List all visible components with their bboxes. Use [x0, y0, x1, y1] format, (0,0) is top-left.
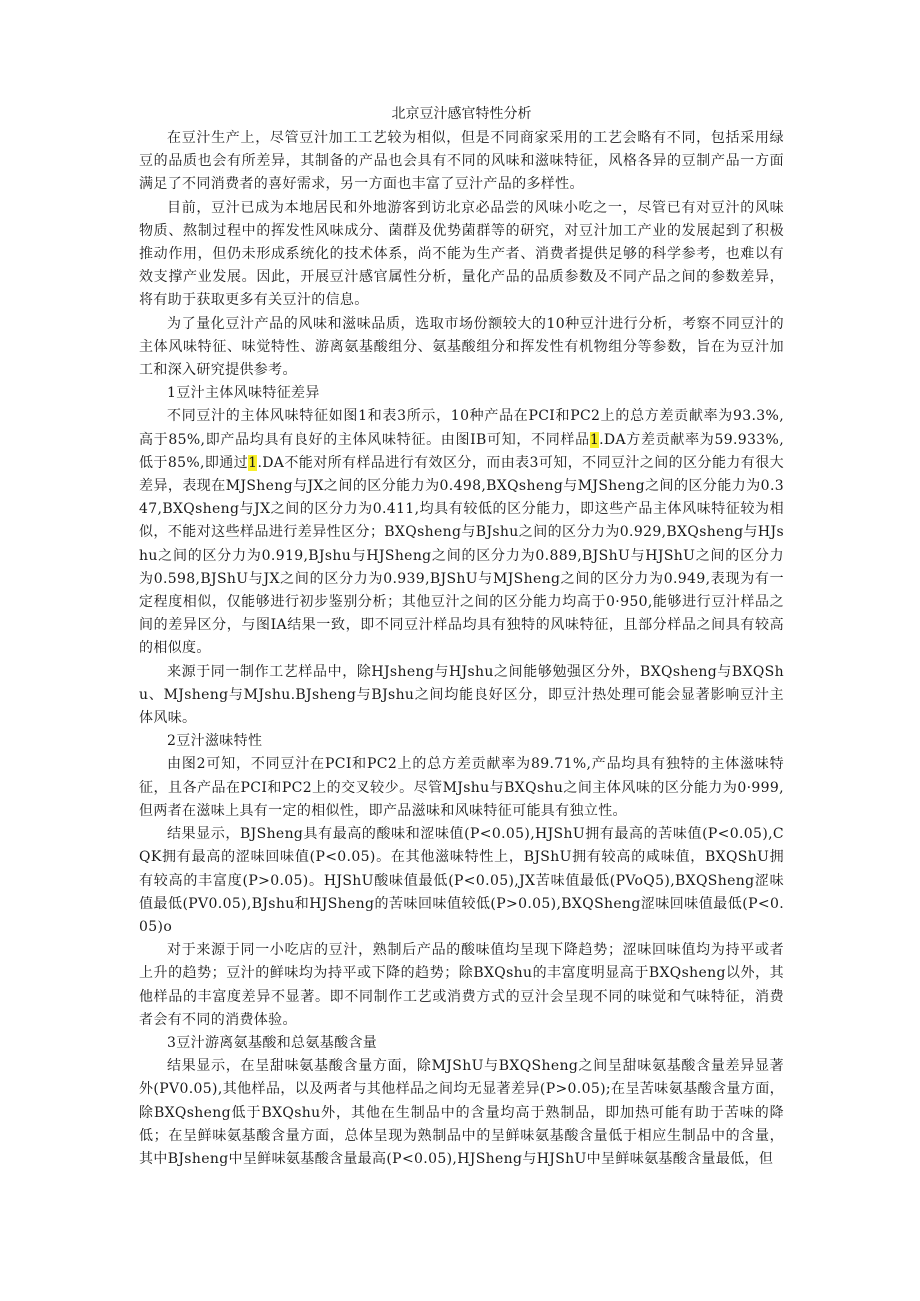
section-2-heading: 2豆汁滋味特性	[167, 733, 263, 750]
section-1-paragraph-1-part-b: .DA方差贡献率为59.933%,低于85%,即通过	[139, 431, 784, 471]
section-1-paragraph-2: 来源于同一制作工艺样品中，除HJsheng与HJshu之间能够勉强区分外，BXQsheng与BXQShu、MJsheng与MJshu.BJsheng与BJshu之间均能良好区分，即豆汁热处理可能会显著影响豆汁主体风味。	[139, 663, 784, 727]
intro-paragraph-2: 目前，豆汁已成为本地居民和外地游客到访北京必品尝的风味小吃之一，尽管已有对豆汁的风味物质、熬制过程中的挥发性风味成分、菌群及优势菌群等的研究，对豆汁加工产业的发展起到了积极推动作用，但仍未形成系统化的技术体系，尚不能为生产者、消费者提供足够的科学参考，也难以有效支撑产业发展。因此，开展豆汁感官属性分析，量化产品的品质参数及不同产品之间的参数差异，将有助于获取更多有关豆汁的信息。	[139, 199, 784, 309]
intro-paragraph-1: 在豆汁生产上，尽管豆汁加工工艺较为相似，但是不同商家采用的工艺会略有不同，包括采用绿豆的品质也会有所差异，其制备的产品也会具有不同的风味和滋味特征，风格各异的豆制产品一方面满足了不同消费者的喜好需求，另一方面也丰富了豆汁产品的多样性。	[139, 130, 784, 193]
section-1-heading: 1豆汁主体风味特征差异	[167, 385, 320, 402]
intro-paragraph-3: 为了量化豆汁产品的风味和滋味品质，选取市场份额较大的10种豆汁进行分析，考察不同豆汁的主体风味特征、味觉特性、游离氨基酸组分、氨基酸组分和挥发性有机物组分等参数，旨在为豆汁加工和深入研究提供参考。	[139, 315, 784, 379]
section-1-paragraph-1	[139, 405, 784, 660]
section-2-paragraph-1: 由图2可知，不同豆汁在PCI和PC2上的总方差贡献率为89.71%,产品均具有独特的主体滋味特征，且各产品在PCI和PC2上的交叉较少。尽管MJshu与BXQshu之间主体风味的区分能力为0·999,但两者在滋味上具有一定的相似性，即产品滋味和风味特征可能具有独立性。	[139, 756, 784, 819]
section-3-paragraph-1: 结果显示，在呈甜味氨基酸含量方面，除MJShU与BXQSheng之间呈甜味氨基酸含量差异显著外(PV0.05),其他样品，以及两者与其他样品之间均无显著差异(P>0.05);在呈苦味氨基酸含量方面，除BXQsheng低于BXQshu外，其他在生制品中的含量均高于熟制品，即加热可能有助于苦味的降低；在呈鲜味氨基酸含量方面，总体呈现为熟制品中的呈鲜味氨基酸含量低于相应生制品中的含量，其中BJsheng中呈鲜味氨基酸含量最高(P<0.05),HJSheng与HJShU中呈鲜味氨基酸含量最低，但	[139, 1058, 784, 1167]
section-2-paragraph-3: 对于来源于同一小吃店的豆汁，熟制后产品的酸味值均呈现下降趋势；涩味回味值均为持平或者上升的趋势；豆汁的鲜味均为持平或下降的趋势；除BXQshu的丰富度明显高于BXQsheng以外，其他样品的丰富度差异不显著。即不同制作工艺或消费方式的豆汁会呈现不同的味觉和气味特征，消费者会有不同的消费体验。	[139, 942, 784, 1028]
section-3-heading: 3豆汁游离氨基酸和总氨基酸含量	[167, 1034, 378, 1051]
document-page	[139, 103, 784, 1171]
highlighted-number-1: 1	[589, 431, 600, 448]
section-2-paragraph-2: 结果显示，BJSheng具有最高的酸味和涩味值(P<0.05),HJShU拥有最高的苦味值(P<0.05),CQK拥有最高的涩味回味值(P<0.05)。在其他滋味特性上，BJShU拥有较高的咸味值，BXQShU拥有较高的丰富度(P>0.05)。HJShU酸味值最低(P<0.05),JX苦味值最低(PVoQ5),BXQSheng涩味值最低(PV0.05),BJshu和HJSheng的苦味回味值较低(P>0.05),BXQSheng涩味回味值最低(P<0.05)o	[139, 826, 784, 935]
document-title: 北京豆汁感官特性分析	[391, 106, 532, 122]
section-1-paragraph-1-part-c: .DA不能对所有样品进行有效区分，而由表3可知，不同豆汁之间的区分能力有很大差异，表现在MJSheng与JX之间的区分能力为0.498,BXQsheng与MJSheng之间的区分能力为0.347,BXQsheng与JX之间的区分力为0.411,均具有较低的区分能力，即这些产品主体风味特征较为相似，不能对这些样品进行差异性区分；BXQsheng与BJshu之间的区分力为0.929,BXQsheng与HJshu之间的区分力为0.919,BJshu与HJSheng之间的区分力为0.889,BJShU与HJShU之间的区分力为0.598,BJShU与JX之间的区分力为0.939,BJShU与MJSheng之间的区分力为0.949,表现为有一定程度相似，仅能够进行初步鉴别分析；其他豆汁之间的区分能力均高于0·950,能够进行豆汁样品之间的差异区分，与图IA结果一致，即不同豆汁样品均具有独特的风味特征，且部分样品之间具有较高的相似度。	[139, 454, 785, 657]
highlighted-number-2: 1	[248, 454, 258, 471]
section-1-paragraph-1-part-a: 不同豆汁的主体风味特征如图1和表3所示，10种产品在PCI和PC2上的总方差贡献率为93.3%,高于85%,即产品均具有良好的主体风味特征。由图IB可知，不同样品	[139, 408, 784, 448]
